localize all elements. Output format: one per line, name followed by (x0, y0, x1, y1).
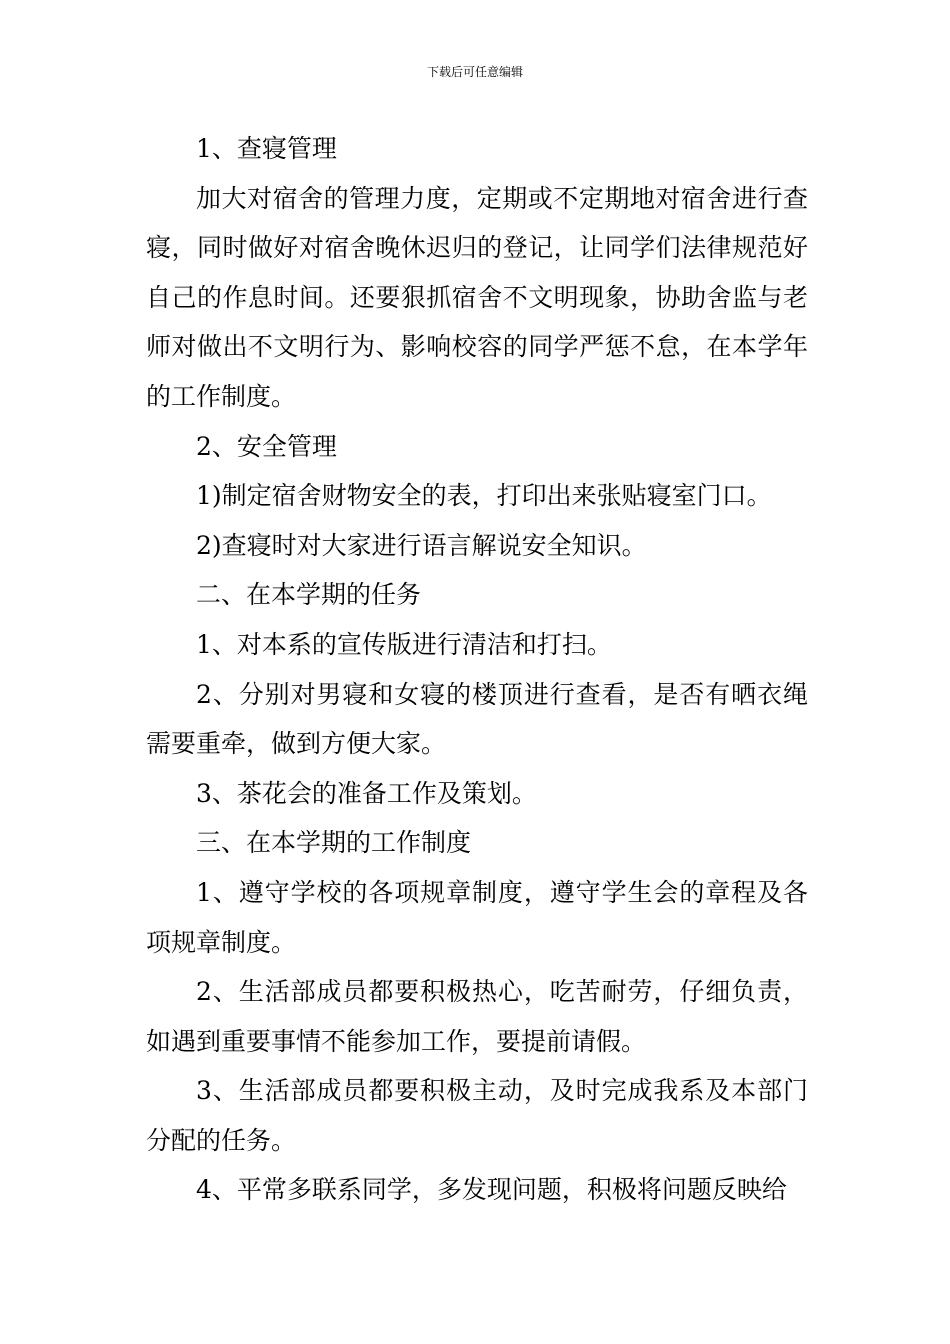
paragraph-rule-4: 4、平常多联系同学，多发现问题，积极将问题反映给 (196, 1175, 787, 1205)
heading-tasks: 二、在本学期的任务 (196, 580, 422, 610)
paragraph-safety-1: 1)制定宿舍财物安全的表，打印出来张贴寝室门口。 (196, 481, 772, 511)
paragraph-rule-1: 1、遵守学校的各项规章制度，遵守学生会的章程及各项规章制度。 (146, 877, 808, 957)
paragraph-rule-3: 3、生活部成员都要积极主动，及时完成我系及本部门分配的任务。 (146, 1076, 808, 1155)
paragraph-task-3: 3、茶花会的准备工作及策划。 (196, 778, 537, 808)
paragraph-task-1: 1、对本系的宣传版进行清洁和打扫。 (196, 629, 612, 659)
paragraph-rule-2: 2、生活部成员都要积极热心，吃苦耐劳，仔细负责，如遇到重要事情不能参加工作，要提前请假。 (146, 977, 808, 1056)
document-body (146, 124, 808, 1215)
paragraph-dorm-check: 加大对宿舍的管理力度，定期或不定期地对宿舍进行查寝，同时做好对宿舍晚休迟归的登记，让同学们法律规范好自己的作息时间。还要狠抓宿舍不文明现象，协助舍监与老师对做出不文明行为、影响校容的同学严惩不怠，在本学年的工作制度。 (146, 183, 808, 411)
paragraph-safety-2: 2)查寝时对大家进行语言解说安全知识。 (196, 530, 647, 560)
heading-safety: 2、安全管理 (196, 431, 337, 461)
paragraph-task-2: 2、分别对男寝和女寝的楼顶进行查看，是否有晒衣绳需要重牵，做到方便大家。 (146, 679, 808, 759)
heading-dorm-check: 1、查寝管理 (196, 134, 337, 163)
page-header: 下载后可任意编辑 (426, 65, 523, 79)
heading-rules: 三、在本学期的工作制度 (196, 828, 472, 858)
